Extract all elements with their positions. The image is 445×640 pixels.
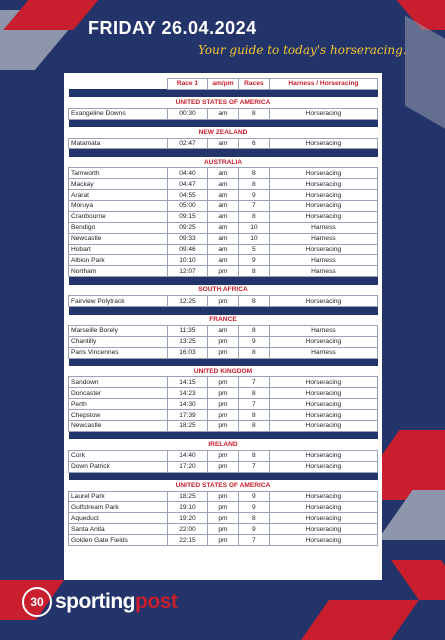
- race-type: Horseracing: [269, 244, 377, 255]
- race-type: Horseracing: [269, 138, 377, 149]
- race1-time: 16:03: [167, 347, 207, 358]
- race-count: 7: [238, 461, 269, 472]
- table-row: [69, 296, 378, 307]
- track-name: Chantilly: [69, 336, 168, 347]
- race1-time: 18:25: [167, 421, 207, 432]
- divider-bar: [69, 307, 378, 315]
- track-name: Golden Gate Fields: [69, 535, 168, 546]
- ampm: pm: [208, 524, 239, 535]
- decor-shape: [391, 560, 445, 600]
- section-divider: [69, 119, 378, 127]
- country-heading-row: [69, 127, 378, 138]
- track-name: Cranbourne: [69, 211, 168, 222]
- track-name: Moruya: [69, 201, 168, 212]
- country-heading-row: [69, 285, 378, 296]
- race1-time: 14:40: [167, 450, 207, 461]
- table-row: [69, 450, 378, 461]
- race1-time: 14:30: [167, 399, 207, 410]
- race-type: Harness: [269, 255, 377, 266]
- country-heading: UNITED KINGDOM: [193, 367, 253, 375]
- ampm: pm: [208, 336, 239, 347]
- table-row: [69, 410, 378, 421]
- race1-time: 09:15: [167, 211, 207, 222]
- racecard-sheet: [64, 73, 382, 580]
- header-race1: Race 1: [167, 79, 207, 90]
- country-heading: SOUTH AFRICA: [198, 286, 248, 294]
- race1-time: 02:47: [167, 138, 207, 149]
- header-races: Races: [238, 79, 269, 90]
- country-heading: FRANCE: [209, 316, 237, 324]
- race-count: 5: [238, 244, 269, 255]
- country-heading-row: [69, 97, 378, 108]
- race-count: 9: [238, 336, 269, 347]
- ampm: am: [208, 179, 239, 190]
- race-count: 8: [238, 211, 269, 222]
- section-divider: [69, 431, 378, 439]
- header-ampm: am/pm: [208, 79, 239, 90]
- track-name: Bendigo: [69, 222, 168, 233]
- ampm: am: [208, 190, 239, 201]
- track-name: Gulfstream Park: [69, 502, 168, 513]
- country-heading-row: [69, 439, 378, 450]
- race-count: 8: [238, 421, 269, 432]
- race1-time: 09:33: [167, 233, 207, 244]
- table-row: [69, 399, 378, 410]
- table-row: [69, 491, 378, 502]
- race1-time: 14:15: [167, 377, 207, 388]
- track-name: Laurel Park: [69, 491, 168, 502]
- race-count: 6: [238, 138, 269, 149]
- race1-time: 09:46: [167, 244, 207, 255]
- ampm: pm: [208, 388, 239, 399]
- table-row: [69, 524, 378, 535]
- race-type: Harness: [269, 347, 377, 358]
- race-type: Horseracing: [269, 336, 377, 347]
- race-count: 7: [238, 377, 269, 388]
- race-type: Horseracing: [269, 513, 377, 524]
- race-type: Horseracing: [269, 410, 377, 421]
- race-type: Horseracing: [269, 388, 377, 399]
- race-type: Horseracing: [269, 211, 377, 222]
- ampm: am: [208, 138, 239, 149]
- race-count: 8: [238, 168, 269, 179]
- ampm: pm: [208, 535, 239, 546]
- race-count: 8: [238, 388, 269, 399]
- table-row: [69, 325, 378, 336]
- ampm: pm: [208, 377, 239, 388]
- race1-time: 00:30: [167, 108, 207, 119]
- race-count: 8: [238, 410, 269, 421]
- track-name: Northam: [69, 266, 168, 277]
- race-count: 9: [238, 524, 269, 535]
- ampm: pm: [208, 513, 239, 524]
- race-type: Horseracing: [269, 524, 377, 535]
- track-name: Paris Vincennes: [69, 347, 168, 358]
- ampm: pm: [208, 399, 239, 410]
- table-body: [69, 89, 378, 545]
- track-name: Albion Park: [69, 255, 168, 266]
- track-name: Newcastle: [69, 233, 168, 244]
- table-row: [69, 347, 378, 358]
- track-name: Sandown: [69, 377, 168, 388]
- page-subtitle: Your guide to today's horseracing.: [198, 43, 407, 57]
- page-title: FRIDAY 26.04.2024: [88, 18, 257, 38]
- track-name: Fairview Polytrack: [69, 296, 168, 307]
- track-name: Mackay: [69, 179, 168, 190]
- track-name: Ararat: [69, 190, 168, 201]
- table-row: [69, 502, 378, 513]
- ampm: am: [208, 233, 239, 244]
- ampm: am: [208, 108, 239, 119]
- track-name: Evangeline Downs: [69, 108, 168, 119]
- section-divider: [69, 149, 378, 157]
- logo-word-post: post: [135, 590, 178, 613]
- table-row: [69, 244, 378, 255]
- table-row: [69, 535, 378, 546]
- race-count: 9: [238, 255, 269, 266]
- table-row: [69, 421, 378, 432]
- race-type: Horseracing: [269, 377, 377, 388]
- anniversary-badge: 30: [22, 587, 52, 617]
- race-count: 8: [238, 108, 269, 119]
- table-row: [69, 255, 378, 266]
- race1-time: 11:35: [167, 325, 207, 336]
- divider-bar: [69, 89, 378, 97]
- race1-time: 12:25: [167, 296, 207, 307]
- table-row: [69, 377, 378, 388]
- table-header-row: [69, 79, 378, 90]
- track-name: Marseille Borely: [69, 325, 168, 336]
- race-table: [68, 78, 378, 546]
- ampm: pm: [208, 266, 239, 277]
- track-name: Chepstow: [69, 410, 168, 421]
- ampm: am: [208, 244, 239, 255]
- race-type: Horseracing: [269, 168, 377, 179]
- race-type: Harness: [269, 222, 377, 233]
- race-count: 10: [238, 222, 269, 233]
- section-divider: [69, 89, 378, 97]
- race-count: 7: [238, 201, 269, 212]
- race1-time: 14:23: [167, 388, 207, 399]
- race-type: Harness: [269, 233, 377, 244]
- country-heading: IRELAND: [208, 441, 238, 449]
- ampm: am: [208, 168, 239, 179]
- divider-bar: [69, 277, 378, 285]
- header-blank: [69, 79, 168, 90]
- decor-shape: [405, 16, 445, 135]
- race-count: 7: [238, 399, 269, 410]
- race-type: Horseracing: [269, 190, 377, 201]
- track-name: Down Patrick: [69, 461, 168, 472]
- ampm: pm: [208, 410, 239, 421]
- race-type: Horseracing: [269, 450, 377, 461]
- race-type: Horseracing: [269, 108, 377, 119]
- race1-time: 17:20: [167, 461, 207, 472]
- country-heading: UNITED STATES OF AMERICA: [175, 99, 271, 107]
- header-type: Harness / Horseracing: [269, 79, 377, 90]
- divider-bar: [69, 431, 378, 439]
- race1-time: 05:00: [167, 201, 207, 212]
- race1-time: 04:55: [167, 190, 207, 201]
- table-row: [69, 168, 378, 179]
- table-row: [69, 513, 378, 524]
- section-divider: [69, 472, 378, 480]
- track-name: Santa Anita: [69, 524, 168, 535]
- ampm: pm: [208, 461, 239, 472]
- race1-time: 22:00: [167, 524, 207, 535]
- table-row: [69, 461, 378, 472]
- race1-time: 19:10: [167, 502, 207, 513]
- track-name: Tamworth: [69, 168, 168, 179]
- ampm: pm: [208, 502, 239, 513]
- ampm: pm: [208, 347, 239, 358]
- race1-time: 09:25: [167, 222, 207, 233]
- race-count: 8: [238, 266, 269, 277]
- race1-time: 04:40: [167, 168, 207, 179]
- track-name: Doncaster: [69, 388, 168, 399]
- race-count: 8: [238, 325, 269, 336]
- race1-time: 17:39: [167, 410, 207, 421]
- race1-time: 18:25: [167, 491, 207, 502]
- ampm: am: [208, 211, 239, 222]
- section-divider: [69, 307, 378, 315]
- race-count: 8: [238, 513, 269, 524]
- track-name: Cork: [69, 450, 168, 461]
- race1-time: 13:25: [167, 336, 207, 347]
- race1-time: 19:20: [167, 513, 207, 524]
- divider-bar: [69, 119, 378, 127]
- country-heading-row: [69, 366, 378, 377]
- country-heading: UNITED STATES OF AMERICA: [175, 481, 271, 489]
- race-count: 9: [238, 491, 269, 502]
- ampm: pm: [208, 491, 239, 502]
- table-row: [69, 233, 378, 244]
- race-type: Harness: [269, 325, 377, 336]
- ampm: am: [208, 222, 239, 233]
- race-count: 9: [238, 190, 269, 201]
- ampm: pm: [208, 450, 239, 461]
- table-row: [69, 138, 378, 149]
- ampm: am: [208, 201, 239, 212]
- table-row: [69, 190, 378, 201]
- race-type: Horseracing: [269, 421, 377, 432]
- ampm: pm: [208, 421, 239, 432]
- race-type: Horseracing: [269, 491, 377, 502]
- race-count: 7: [238, 535, 269, 546]
- track-name: Perth: [69, 399, 168, 410]
- track-name: Newcastle: [69, 421, 168, 432]
- race-type: Horseracing: [269, 399, 377, 410]
- race-type: Horseracing: [269, 461, 377, 472]
- track-name: Matamata: [69, 138, 168, 149]
- country-heading-row: [69, 480, 378, 491]
- divider-bar: [69, 358, 378, 366]
- divider-bar: [69, 149, 378, 157]
- section-divider: [69, 277, 378, 285]
- race-count: 10: [238, 233, 269, 244]
- race-count: 8: [238, 450, 269, 461]
- race1-time: 10:10: [167, 255, 207, 266]
- race1-time: 12:07: [167, 266, 207, 277]
- track-name: Hobart: [69, 244, 168, 255]
- race-type: Horseracing: [269, 502, 377, 513]
- divider-bar: [69, 472, 378, 480]
- section-divider: [69, 358, 378, 366]
- country-heading-row: [69, 157, 378, 168]
- race-type: Horseracing: [269, 535, 377, 546]
- race-type: Harness: [269, 266, 377, 277]
- table-row: [69, 388, 378, 399]
- ampm: am: [208, 325, 239, 336]
- race-count: 8: [238, 347, 269, 358]
- race-count: 8: [238, 179, 269, 190]
- table-row: [69, 336, 378, 347]
- sporting-post-logo: [22, 587, 177, 617]
- race1-time: 04:47: [167, 179, 207, 190]
- table-row: [69, 179, 378, 190]
- country-heading: AUSTRALIA: [203, 158, 243, 166]
- table-row: [69, 211, 378, 222]
- ampm: pm: [208, 296, 239, 307]
- race-type: Horseracing: [269, 296, 377, 307]
- table-row: [69, 108, 378, 119]
- table-row: [69, 222, 378, 233]
- table-row: [69, 201, 378, 212]
- race-type: Horseracing: [269, 179, 377, 190]
- race-count: 9: [238, 502, 269, 513]
- country-heading: NEW ZEALAND: [198, 128, 248, 136]
- decor-shape: [301, 600, 419, 640]
- ampm: am: [208, 255, 239, 266]
- country-heading-row: [69, 315, 378, 326]
- logo-word-sporting: sporting: [55, 590, 135, 613]
- race1-time: 22:15: [167, 535, 207, 546]
- race-type: Horseracing: [269, 201, 377, 212]
- track-name: Aqueduct: [69, 513, 168, 524]
- table-row: [69, 266, 378, 277]
- race-count: 8: [238, 296, 269, 307]
